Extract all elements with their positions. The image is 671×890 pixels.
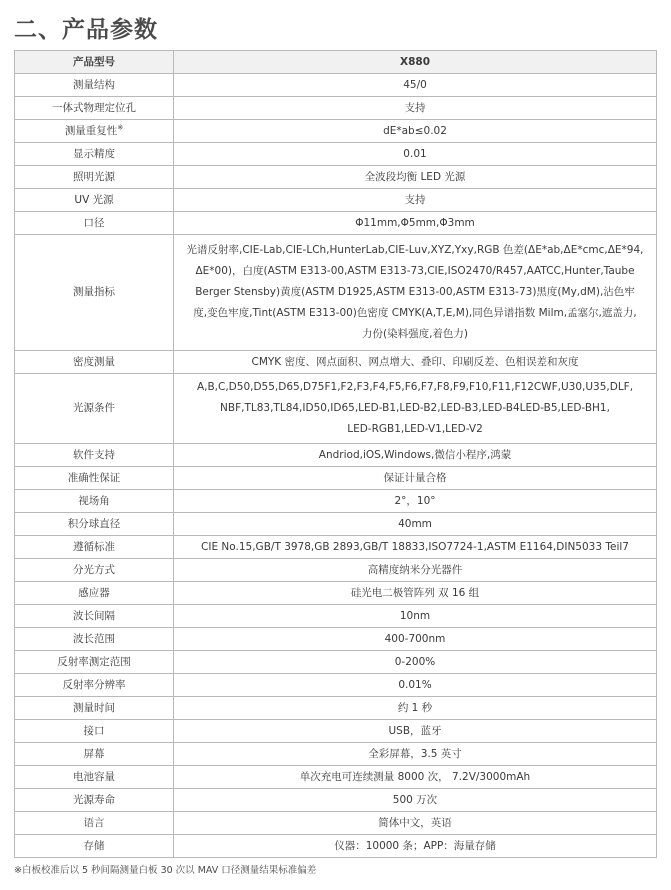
- spec-row: [15, 212, 657, 235]
- spec-label-text: 接口: [83, 724, 105, 737]
- spec-label: [15, 651, 174, 674]
- spec-label-text: 照明光源: [73, 170, 115, 183]
- spec-label-text: 测量重复性: [64, 124, 118, 137]
- spec-value: CMYK 密度、网点面积、网点增大、叠印、印刷反差、色相误差和灰度: [174, 351, 657, 374]
- spec-value: 10nm: [174, 605, 657, 628]
- spec-row: [15, 536, 657, 559]
- spec-row: [15, 789, 657, 812]
- spec-label: [15, 559, 174, 582]
- spec-label: [15, 490, 174, 513]
- spec-row: [15, 120, 657, 143]
- spec-label: [15, 444, 174, 467]
- spec-header-value: X880: [174, 51, 657, 74]
- spec-value-line: ΔE*00)，白度(ASTM E313-00,ASTM E313-73,CIE,ISO2470/R457,AATCC,Hunter,Taube: [195, 265, 635, 277]
- spec-value: 全彩屏幕，3.5 英寸: [174, 743, 657, 766]
- spec-label-text: 感应器: [78, 586, 110, 599]
- spec-value: 全波段均衡 LED 光源: [174, 166, 657, 189]
- spec-label-text: 测量指标: [73, 286, 115, 298]
- spec-label-text: 波长范围: [73, 632, 115, 645]
- spec-label-text: 视场角: [78, 494, 110, 507]
- spec-label: [15, 235, 174, 351]
- spec-row: [15, 74, 657, 97]
- footnote-mark: ※: [117, 123, 124, 131]
- spec-row: [15, 582, 657, 605]
- spec-row: [15, 513, 657, 536]
- spec-label: [15, 536, 174, 559]
- spec-row: [15, 766, 657, 789]
- spec-label-text: 波长间隔: [73, 609, 115, 622]
- spec-value: dE*ab≤0.02: [174, 120, 657, 143]
- spec-label: [15, 605, 174, 628]
- spec-value: USB，蓝牙: [174, 720, 657, 743]
- spec-value: 2°，10°: [174, 490, 657, 513]
- spec-label-text: 光源寿命: [73, 793, 115, 806]
- spec-label: [15, 628, 174, 651]
- spec-row: [15, 651, 657, 674]
- spec-label: [15, 835, 174, 858]
- spec-value-line: NBF,TL83,TL84,ID50,ID65,LED-B1,LED-B2,LED-B3,LED-B4LED-B5,LED-BH1,: [220, 402, 610, 414]
- spec-label: [15, 789, 174, 812]
- spec-label-text: 准确性保证: [67, 471, 121, 484]
- spec-label: [15, 743, 174, 766]
- spec-value: 简体中文，英语: [174, 812, 657, 835]
- spec-label: [15, 582, 174, 605]
- spec-label: [15, 189, 174, 212]
- spec-value: 仪器：10000 条；APP：海量存储: [174, 835, 657, 858]
- spec-value: 约 1 秒: [174, 697, 657, 720]
- section-title: 二、产品参数: [14, 17, 158, 43]
- spec-label: [15, 212, 174, 235]
- spec-row: [15, 835, 657, 858]
- spec-label-text: 口径: [83, 216, 105, 229]
- spec-label: [15, 120, 174, 143]
- spec-value-line: 光谱反射率,CIE-Lab,CIE-LCh,HunterLab,CIE-Luv,XYZ,Yxy,RGB 色差(ΔE*ab,ΔE*cmc,ΔE*94,: [186, 244, 644, 256]
- spec-label: [15, 143, 174, 166]
- spec-label: [15, 513, 174, 536]
- spec-label-text: 屏幕: [83, 747, 105, 760]
- spec-value-line: 力份(染料强度,着色力): [361, 328, 469, 340]
- spec-row: [15, 374, 657, 444]
- spec-row: [15, 605, 657, 628]
- spec-label-text: 软件支持: [73, 448, 115, 461]
- spec-row: [15, 812, 657, 835]
- spec-row: [15, 674, 657, 697]
- spec-row: [15, 143, 657, 166]
- spec-label: [15, 812, 174, 835]
- spec-value-line: LED-RGB1,LED-V1,LED-V2: [347, 423, 483, 435]
- spec-value: 0.01: [174, 143, 657, 166]
- spec-row: [15, 166, 657, 189]
- spec-value: CIE No.15,GB/T 3978,GB 2893,GB/T 18833,ISO7724-1,ASTM E1164,DIN5033 Teil7: [174, 536, 657, 559]
- spec-label-text: 测量结构: [73, 78, 115, 91]
- spec-label: [15, 351, 174, 374]
- spec-label: [15, 374, 174, 444]
- footnote: ※白板校准后以 5 秒间隔测量白板 30 次以 MAV 口径测量结果标准偏差: [14, 865, 317, 876]
- spec-row: [15, 720, 657, 743]
- spec-label-text: 存储: [83, 839, 105, 852]
- spec-label-text: 反射率测定范围: [57, 655, 131, 668]
- spec-value: 0.01%: [174, 674, 657, 697]
- spec-label-text: 分光方式: [73, 563, 115, 576]
- spec-row: [15, 559, 657, 582]
- spec-value: [174, 235, 657, 351]
- spec-row: [15, 235, 657, 351]
- spec-header-label: 产品型号: [15, 51, 174, 74]
- spec-value: 400-700nm: [174, 628, 657, 651]
- spec-label-text: 一体式物理定位孔: [52, 101, 136, 114]
- spec-row: [15, 628, 657, 651]
- spec-row: [15, 351, 657, 374]
- spec-label: [15, 467, 174, 490]
- spec-value: 单次充电可连续测量 8000 次， 7.2V/3000mAh: [174, 766, 657, 789]
- spec-label: [15, 97, 174, 120]
- spec-row: [15, 467, 657, 490]
- spec-value-line: Berger Stensby)黄度(ASTM D1925,ASTM E313-00,ASTM E313-73)黑度(My,dM),沾色牢: [195, 286, 635, 298]
- spec-label-text: 遵循标准: [73, 540, 115, 553]
- spec-value: [174, 374, 657, 444]
- spec-value: 45/0: [174, 74, 657, 97]
- spec-label-text: 语言: [83, 816, 105, 829]
- spec-value: 500 万次: [174, 789, 657, 812]
- spec-row: [15, 189, 657, 212]
- spec-table-body: [15, 51, 657, 858]
- spec-value: Andriod,iOS,Windows,微信小程序,鸿蒙: [174, 444, 657, 467]
- spec-value: 支持: [174, 189, 657, 212]
- spec-value-line: 度,变色牢度,Tint(ASTM E313-00)色密度 CMYK(A,T,E,M),同色异谱指数 Milm,孟塞尔,遮盖力,: [193, 307, 637, 319]
- spec-label: [15, 74, 174, 97]
- spec-label-text: 积分球直径: [67, 517, 121, 530]
- spec-label: [15, 720, 174, 743]
- spec-row: [15, 697, 657, 720]
- spec-value: 支持: [174, 97, 657, 120]
- spec-value: 保证计量合格: [174, 467, 657, 490]
- spec-row: [15, 743, 657, 766]
- spec-value: 0-200%: [174, 651, 657, 674]
- spec-label-text: 显示精度: [73, 147, 115, 160]
- spec-value: Φ11mm,Φ5mm,Φ3mm: [174, 212, 657, 235]
- spec-label: [15, 166, 174, 189]
- spec-label-text: 测量时间: [73, 701, 115, 714]
- spec-value: 硅光电二极管阵列 双 16 组: [174, 582, 657, 605]
- spec-table: [14, 50, 657, 858]
- spec-row: [15, 444, 657, 467]
- spec-label-text: UV 光源: [74, 193, 114, 206]
- spec-row: [15, 490, 657, 513]
- spec-value: 40mm: [174, 513, 657, 536]
- spec-value: 高精度纳米分光器件: [174, 559, 657, 582]
- spec-label-text: 光源条件: [73, 402, 115, 414]
- spec-label-text: 电池容量: [73, 770, 115, 783]
- spec-label: [15, 674, 174, 697]
- spec-label-text: 密度测量: [73, 355, 115, 368]
- spec-value-line: A,B,C,D50,D55,D65,D75F1,F2,F3,F4,F5,F6,F7,F8,F9,F10,F11,F12CWF,U30,U35,DLF,: [196, 381, 634, 393]
- spec-label-text: 反射率分辨率: [62, 678, 126, 691]
- spec-label: [15, 766, 174, 789]
- spec-label: [15, 697, 174, 720]
- spec-header-row: [15, 51, 657, 74]
- spec-row: [15, 97, 657, 120]
